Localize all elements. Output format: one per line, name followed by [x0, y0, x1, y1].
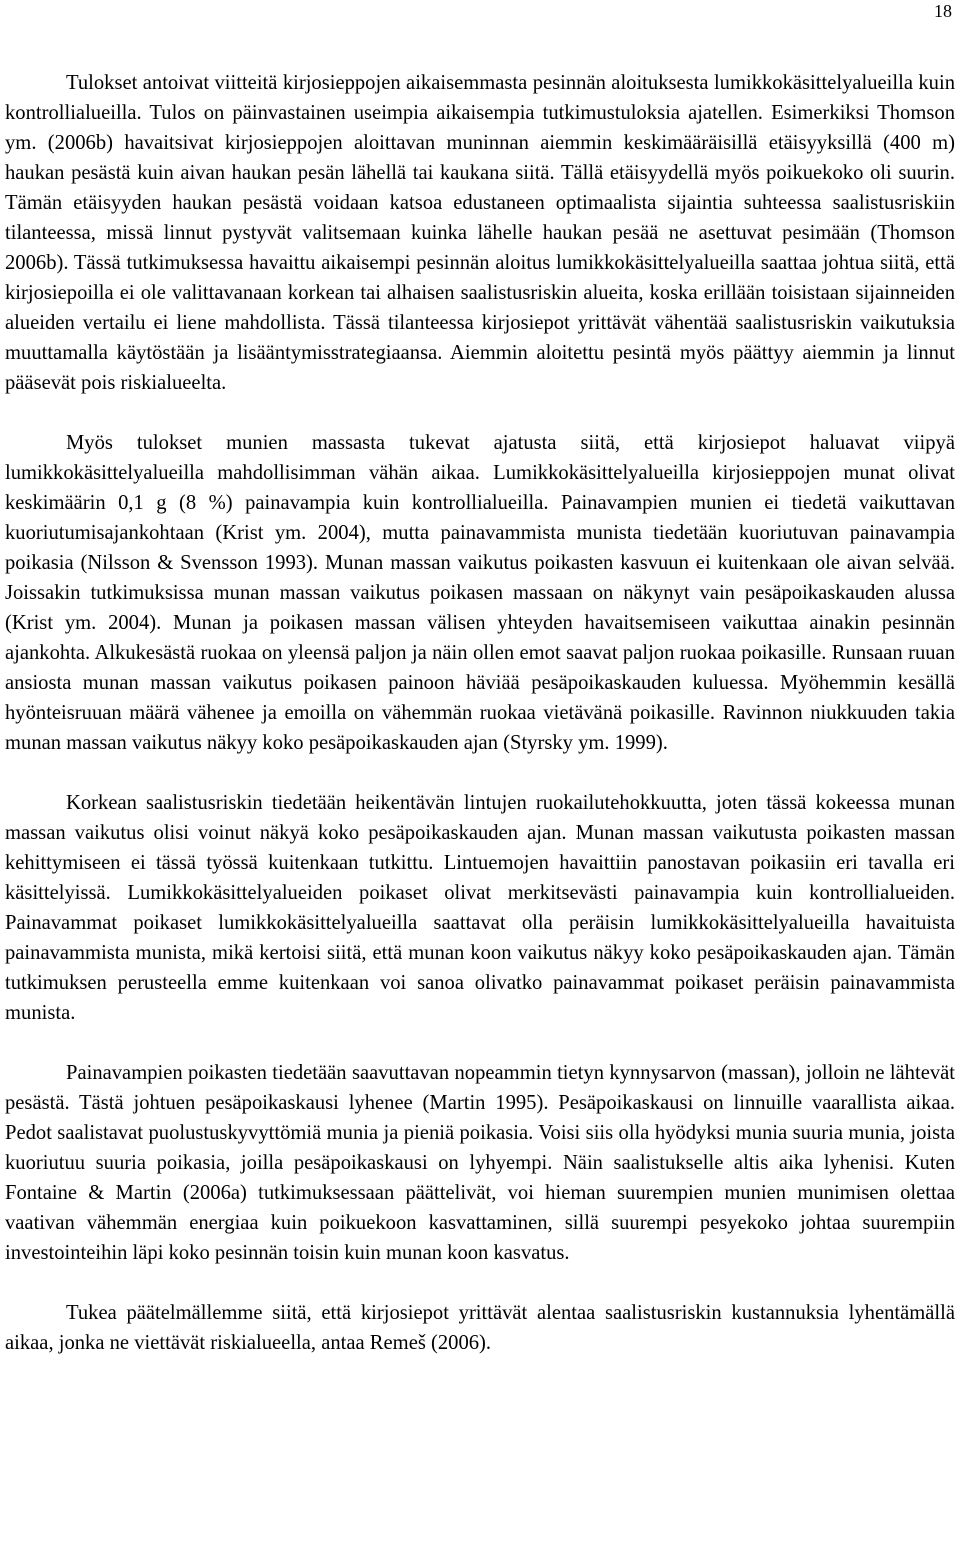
paragraph-2: Myös tulokset munien massasta tukevat ajatusta siitä, että kirjosiepot haluavat viipyä lumikkokäsittelyalueilla mahdollisimman vähän aikaa. Lumikkokäsittelyalueilla kirjosieppojen munat olivat keskimäärin 0,1 g (8 %) painavampia kuin kontrollialueilla. Painavampien munien ei tiedetä vaikuttavan kuoriutumisajankohtaan (Krist ym. 2004), mutta painavammista munista tiedetään kuoriutuvan painavampia poikasia (Nilsson & Svensson 1993). Munan massan vaikutus poikasten kasvuun ei kuitenkaan ole aivan selvää. Joissakin tutkimuksissa munan massan vaikutus poikasen massaan on näkynyt vain pesäpoikaskauden alussa (Krist ym. 2004). Munan ja poikasen massan välisen yhteyden havaitsemiseen vaikuttaa ainakin pesinnän ajankohta. Alkukesästä ruokaa on yleensä paljon ja näin ollen emot saavat paljon ruokaa poikasille. Runsaan ruuan ansiosta munan massan vaikutus poikasen painoon häviää pesäpoikaskauden kuluessa. Myöhemmin kesällä hyönteisruuan määrä vähenee ja emoilla on vähemmän ruokaa vietävänä poikasille. Ravinnon niukkuuden takia munan massan vaikutus näkyy koko pesäpoikaskauden ajan (Styrsky ym. 1999). [5, 432, 955, 754]
paragraph-3: Korkean saalistusriskin tiedetään heikentävän lintujen ruokailutehokkuutta, joten tässä kokeessa munan massan vaikutus olisi voinut näkyä koko pesäpoikaskauden ajan. Munan massan vaikutusta poikasten massan kehittymiseen ei tässä työssä kuitenkaan tutkittu. Lintuemojen havaittiin panostavan poikasiin eri tavalla eri käsittelyissä. Lumikkokäsittelyalueiden poikaset olivat merkitsevästi painavampia kuin kontrollialueiden. Painavammat poikaset lumikkokäsittelyalueilla saattavat olla peräisin lumikkokäsittelyalueilla havaituista painavammista munista, mikä kertoisi siitä, että munan koon vaikutus näkyy koko pesäpoikaskauden ajan. Tämän tutkimuksen perusteella emme kuitenkaan voi sanoa olivatko painavammat poikaset peräisin painavammista munista. [5, 792, 955, 1024]
paragraph-4: Painavampien poikasten tiedetään saavuttavan nopeammin tietyn kynnysarvon (massan), jolloin ne lähtevät pesästä. Tästä johtuen pesäpoikaskausi lyhenee (Martin 1995). Pesäpoikaskausi on linnuille vaarallista aikaa. Pedot saalistavat puolustuskyvyttömiä munia ja pieniä poikasia. Voisi siis olla hyödyksi munia suuria munia, joista kuoriutuu suuria poikasia, joilla pesäpoikaskausi on lyhyempi. Näin saalistukselle altis aika lyhenisi. Kuten Fontaine & Martin (2006a) tutkimuksessaan päättelivät, voi hieman suurempien munien munimisen olettaa vaativan vähemmän energiaa kuin poikuekoon kasvattaminen, sillä suurempi pesyekoko johtaa suurempiin investointeihin läpi koko pesinnän toisin kuin munan koon kasvatus. [5, 1062, 955, 1264]
paragraph-1: Tulokset antoivat viitteitä kirjosieppojen aikaisemmasta pesinnän aloituksesta lumikkokäsittelyalueilla kuin kontrollialueilla. Tulos on päinvastainen useimpia aikaisempia tutkimustuloksia ajatellen. Esimerkiksi Thomson ym. (2006b) havaitsivat kirjosieppojen aloittavan muninnan aiemmin keskimääräisillä etäisyyksillä (400 m) haukan pesästä kuin aivan haukan pesän lähellä tai kaukana siitä. Tällä etäisyydellä myös poikuekoko oli suurin. Tämän etäisyyden haukan pesästä voidaan katsoa edustaneen optimaalista sijaintia suhteessa saalistusriskiin tilanteessa, missä linnut pystyvät valitsemaan kuinka lähelle haukan pesää ne asettuvat pesimään (Thomson 2006b). Tässä tutkimuksessa havaittu aikaisempi pesinnän aloitus lumikkokäsittelyalueilla saattaa johtua siitä, että kirjosiepoilla ei ole valittavanaan korkean tai alhaisen saalistusriskin alueita, koska erillään toisistaan sijainneiden alueiden vertailu ei liene mahdollista. Tässä tilanteessa kirjosiepot yrittävät vähentää saalistusriskin vaikutuksia muuttamalla käytöstään ja lisääntymisstrategiaansa. Aiemmin aloitettu pesintä myös päättyy aiemmin ja linnut pääsevät pois riskialueelta. [5, 72, 955, 394]
paragraph-5: Tukea päätelmällemme siitä, että kirjosiepot yrittävät alentaa saalistusriskin kustannuksia lyhentämällä aikaa, jonka ne viettävät riskialueella, antaa Remeš (2006). [5, 1302, 955, 1354]
body-text [5, 68, 955, 1388]
page-number: 18 [934, 1, 952, 21]
